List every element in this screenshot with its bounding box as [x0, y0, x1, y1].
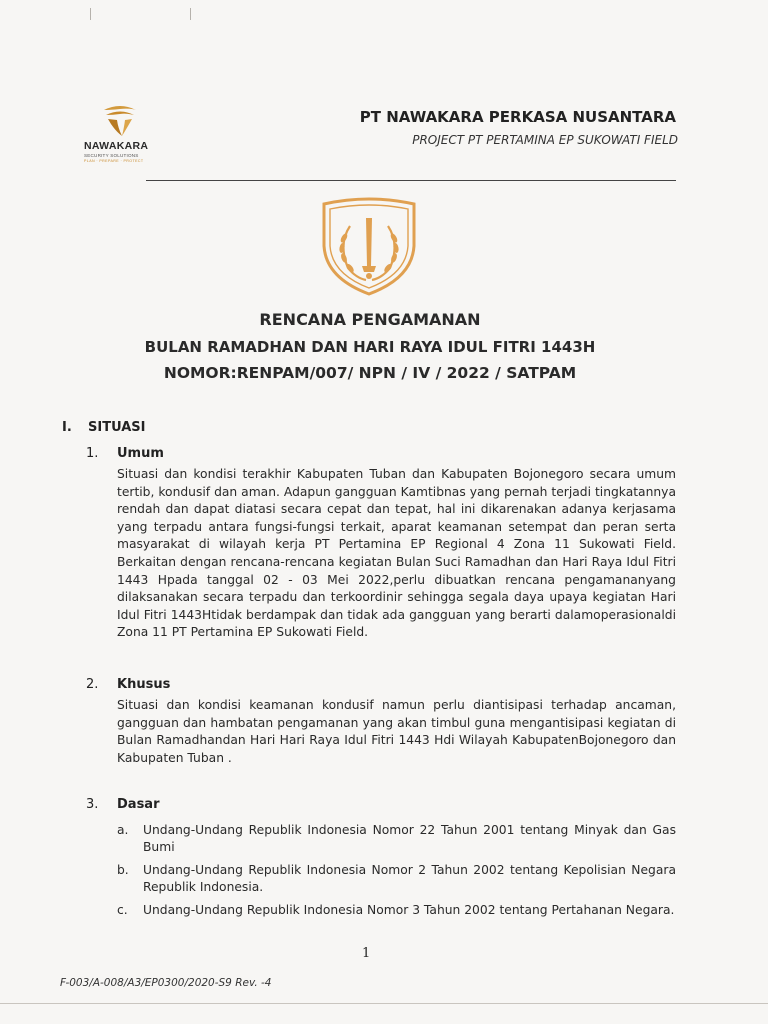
item-number: 1.	[86, 446, 99, 461]
document-subtitle: BULAN RAMADHAN DAN HARI RAYA IDUL FITRI 1443H	[144, 338, 596, 356]
item-paragraph: Situasi dan kondisi terakhir Kabupaten Tuban dan Kabupaten Bojonegoro secara umum tertib, kondusif dan aman. Adapun gangguan Kamtibnas yang pernah terjadi tingkatannya rendah dan dapat diatasi secara cepat dan tepat, hal ini dikarenakan adanya kerjasama yang terpadu antara fungsi-fungsi terkait, aparat keamanan setempat dan peran serta masyarakat di wilayah kerja PT Pertamina EP Regional 4 Zona 11 Sukowati Field. Berkaitan dengan rencana-rencana kegiatan Bulan Suci Ramadhan dan Hari Raya Idul Fitri 1443 Hpada tanggal 02 - 03 Mei 2022,perlu dibuatkan rencana pengamananyang dilaksanakan secara terpadu dan terkoordinir sehingga segala daya upaya kegiatan Hari Idul Fitri 1443Htidak berdampak dan tidak ada gangguan yang berarti dalamoperasionaldi Zona 11 PT Pertamina EP Sukowati Field.	[117, 467, 676, 640]
item-heading: Umum	[117, 446, 164, 461]
page-edge	[0, 1003, 768, 1004]
logo-name: NAWAKARA	[84, 140, 149, 152]
company-logo	[84, 104, 164, 163]
header-divider	[146, 180, 676, 181]
section-heading: SITUASI	[88, 420, 146, 435]
nawakara-logo-icon	[100, 104, 140, 140]
list-letter: c.	[117, 903, 128, 917]
page-number: 1	[362, 946, 371, 961]
list-item: Undang-Undang Republik Indonesia Nomor 3 Tahun 2002 tentang Pertahanan Negara.	[143, 903, 675, 917]
police-shield-emblem-icon	[316, 196, 422, 296]
document-number: NOMOR:RENPAM/007/ NPN / IV / 2022 / SATPAM	[163, 364, 577, 382]
scan-mark	[90, 8, 91, 20]
section-number: I.	[62, 420, 72, 435]
item-number: 3.	[86, 797, 99, 812]
logo-subtitle: SECURITY SOLUTIONS	[84, 153, 139, 158]
list-item: Undang-Undang Republik Indonesia Nomor 22 Tahun 2001 tentang Minyak dan Gas Bumi	[143, 823, 676, 854]
item-paragraph: Situasi dan kondisi keamanan kondusif namun perlu diantisipasi terhadap ancaman, gangguan dan hambatan pengamanan yang akan timbul guna mengantisipasi kegiatan di Bulan Ramadhandan Hari Hari Raya Idul Fitri 1443 Hdi Wilayah KabupatenBojonegoro dan Kabupaten Tuban .	[117, 698, 676, 765]
list-item: Undang-Undang Republik Indonesia Nomor 2 Tahun 2002 tentang Kepolisian Negara Republik Indonesia.	[143, 863, 676, 894]
item-heading: Khusus	[117, 677, 171, 692]
logo-tagline: PLAN · PREPARE · PROTECT	[84, 159, 144, 163]
footer-code: F-003/A-008/A3/EP0300/2020-S9 Rev. -4	[60, 977, 272, 989]
list-letter: b.	[117, 863, 129, 877]
scan-mark	[190, 8, 191, 20]
document-title: RENCANA PENGAMANAN	[259, 310, 481, 329]
project-name: PROJECT PT PERTAMINA EP SUKOWATI FIELD	[412, 133, 678, 147]
list-letter: a.	[117, 823, 129, 837]
company-name: PT NAWAKARA PERKASA NUSANTARA	[359, 108, 676, 126]
item-number: 2.	[86, 677, 99, 692]
item-heading: Dasar	[117, 797, 160, 812]
